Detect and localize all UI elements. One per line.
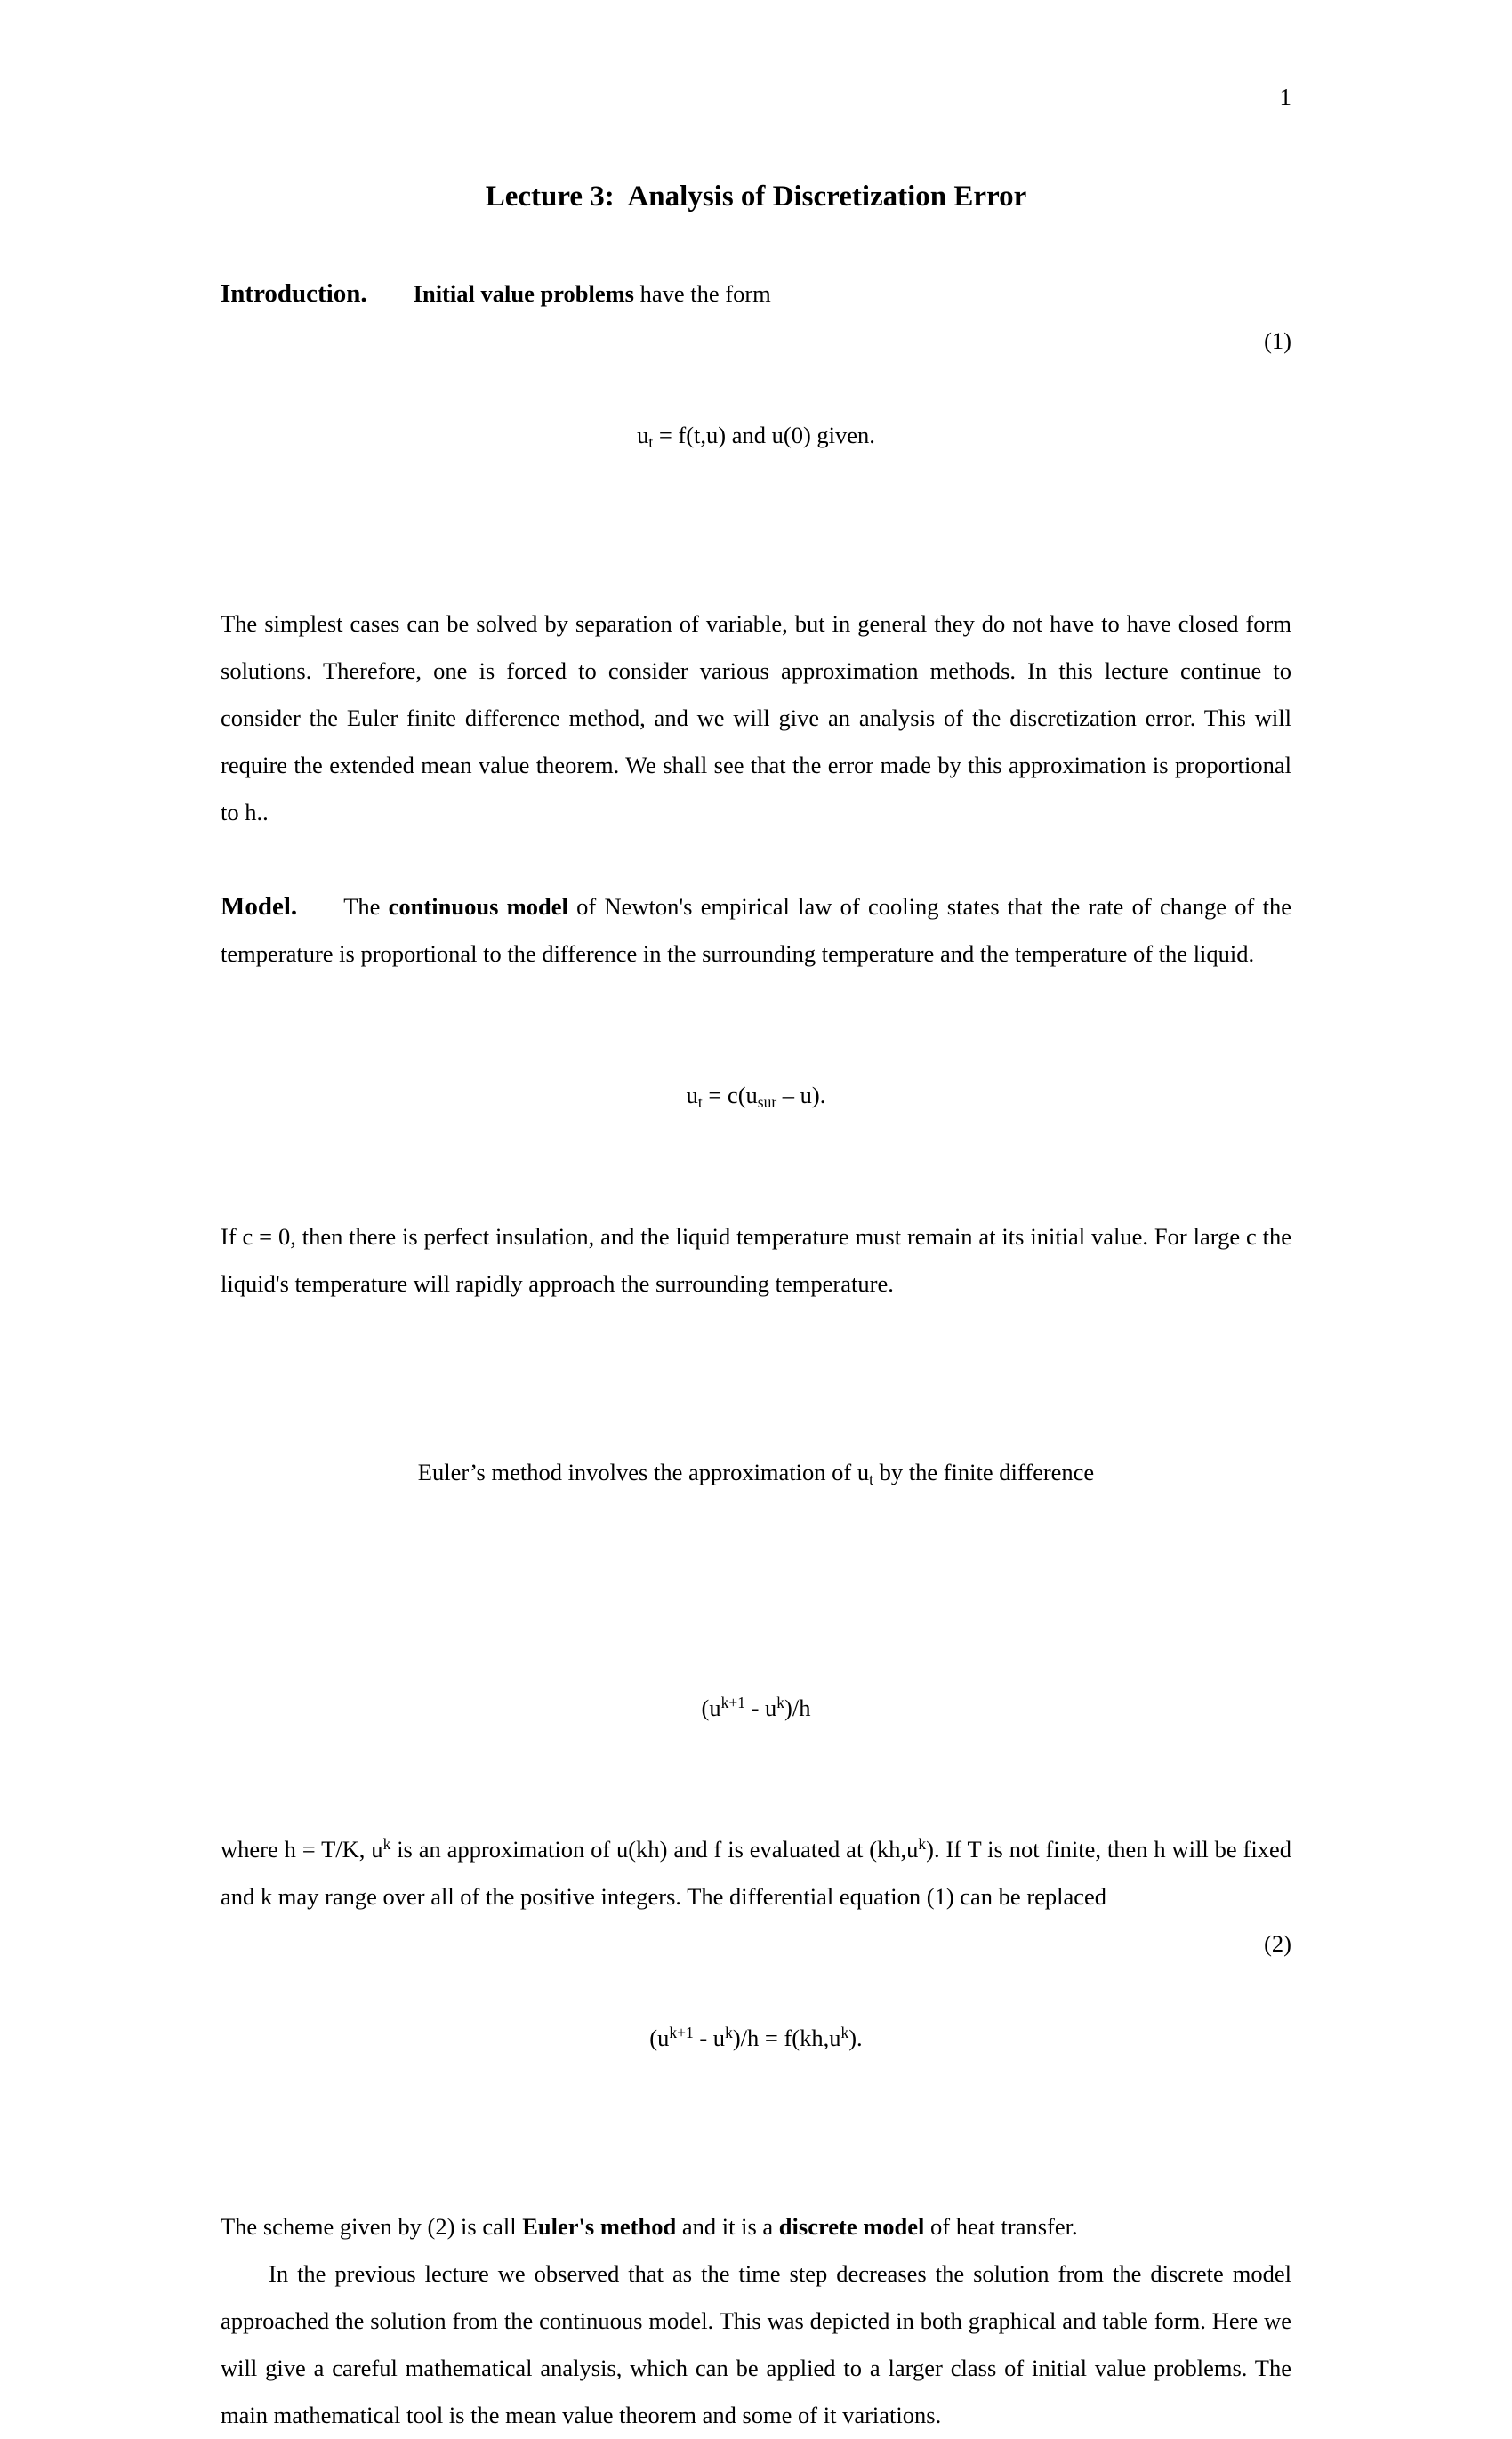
euler-intro-body <box>221 1449 1291 1496</box>
cooling-post: – u). <box>776 1081 826 1108</box>
introduction-heading-line <box>221 270 1291 318</box>
euler-where-paragraph <box>221 1826 1291 1920</box>
page-content <box>221 85 1291 2439</box>
cooling-sub-t: t <box>697 1092 703 1111</box>
equation-1-number: (1) <box>1264 326 1291 354</box>
eq2-p1: (u <box>649 2024 670 2051</box>
introduction-body: The simplest cases can be solved by separation of variable, but in general they do not have to have closed form solutions. Therefore, one is forced to consider various approximation methods. In this lecture continue to consider the Euler finite difference method, and we will give an analysis of the discretization error. This will require the extended mean value theorem. We shall see that the error made by this approximation is proportional to h.. <box>221 609 1291 825</box>
scheme-post: of heat transfer. <box>924 2212 1078 2240</box>
euler-intro-pre: Euler’s method involves the approximation of u <box>417 1458 870 1485</box>
fd-p1: (u <box>701 1694 721 1721</box>
fd-p3: )/h <box>784 1694 811 1721</box>
scheme-pre: The scheme given by (2) is call <box>221 2212 523 2240</box>
euler-scheme-paragraph <box>221 2203 1291 2250</box>
euler-intro-sub: t <box>869 1469 873 1488</box>
fd-p2: - u <box>744 1694 777 1721</box>
where-b: is an approximation of u(kh) and f is evaluated at (kh,u <box>390 1835 919 1863</box>
eq2-p3: )/h = f(kh,u <box>732 2024 841 2051</box>
euler-intro-post: by the finite difference <box>873 1458 1095 1485</box>
where-c: ). If T is not finite, then h will be fixed and k may range over all of the positive integers. The differential equation (1) can be replaced <box>221 1835 1291 1910</box>
page-title: Lecture 3: Analysis of Discretization Error <box>485 181 1027 213</box>
model-lead-rest: of Newton's empirical law of cooling states that the rate of change of the temperature is proportional to the difference in the surrounding temperature and the temperature of the liquid. <box>221 892 1291 967</box>
where-sup-a: k <box>382 1834 391 1853</box>
equation-2-body <box>221 2015 1291 2062</box>
equation-cooling-line <box>221 978 1291 1213</box>
eq2-p2: - u <box>693 2024 726 2051</box>
equation-1-subscript: t <box>648 432 654 451</box>
equation-2-line <box>221 1920 1291 2203</box>
model-heading: Model. <box>221 891 298 921</box>
closing-paragraph <box>221 2250 1291 2439</box>
equation-1-line <box>221 318 1291 600</box>
scheme-mid: and it is a <box>676 2212 779 2240</box>
cooling-sub-sur: sur <box>757 1092 777 1111</box>
finite-difference-body <box>221 1685 1291 1732</box>
spacer-after-title <box>221 215 1291 270</box>
model-body: If c = 0, then there is perfect insulation, and the liquid temperature must remain at its initial value. For large c the liquid's temperature will rapidly approach the surrounding temperature. <box>221 1222 1291 1297</box>
eq2-s1: k+1 <box>669 2023 694 2041</box>
spacer-before-model <box>221 836 1291 883</box>
equation-cooling-body: $u_t = c(u_{sur} - u)$. <box>686 1081 826 1111</box>
cooling-mid: = c(u <box>702 1081 758 1108</box>
euler-intro-line <box>221 1355 1291 1590</box>
closing-body: In the previous lecture we observed that as the time step decreases the solution from the discrete model approached the solution from the continuous model. This was depicted in both graphical and table form. Here we will give a careful mathematical analysis, which can be applied to a larger class of initial value problems. The main mathematical tool is the mean value theorem and some of it variations. <box>221 2259 1291 2428</box>
equation-1-body: $u_t = f(t,u)$ and u(0) given. <box>637 421 875 451</box>
finite-difference-line <box>221 1590 1291 1826</box>
spacer-before-euler <box>221 1308 1291 1355</box>
introduction-lead-rest: have the form <box>634 279 771 307</box>
where-sup-b: k <box>918 1834 927 1853</box>
eulers-method-term: Euler's method <box>522 2212 677 2240</box>
where-a: where h = T/K, u <box>221 1835 383 1863</box>
discrete-model-term: discrete model <box>778 2212 925 2240</box>
model-section <box>221 883 1291 978</box>
equation-2-number: (2) <box>1264 1929 1291 1957</box>
eq2-p4: ). <box>848 2024 863 2051</box>
introduction-heading: Introduction. <box>221 278 367 308</box>
initial-value-problems-term: Initial value problems <box>413 279 634 307</box>
continuous-model-term: continuous model <box>388 892 568 920</box>
page-number: 1 <box>1279 84 1291 110</box>
model-lead-pre: The <box>343 892 389 920</box>
fd-s1: k+1 <box>720 1693 745 1711</box>
fd-s2: k <box>776 1693 785 1711</box>
eq2-s3: k <box>840 2023 849 2041</box>
equation-1-rest: = f(t,u) and u(0) given. <box>653 421 875 448</box>
eq2-s2: k <box>725 2023 733 2041</box>
